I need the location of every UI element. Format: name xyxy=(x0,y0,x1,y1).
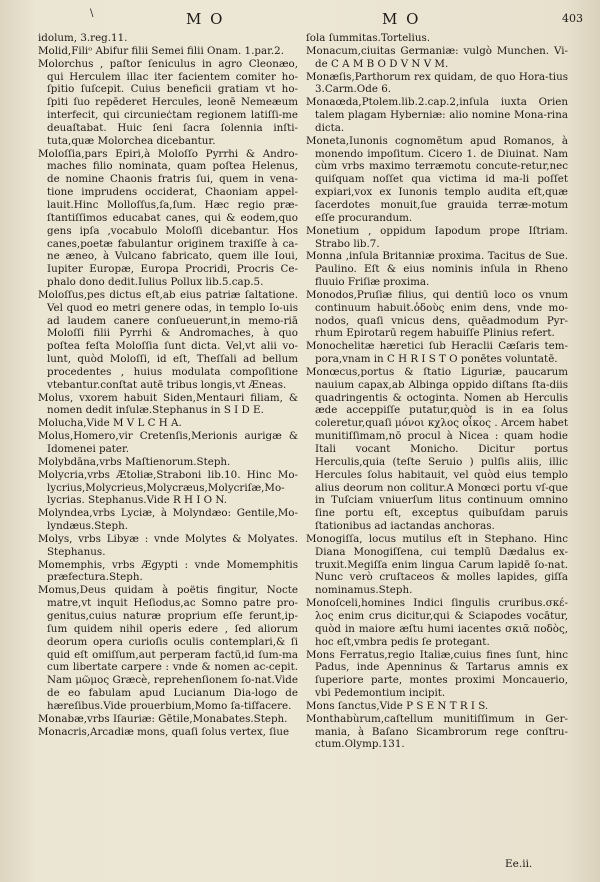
left-column xyxy=(38,32,298,738)
entry-monaoeda: Monaœda,Ptolem.lib.2.cap.2,inſula iuxta Orien talem plagam Hyberniæ: alio nomine Mona-rina dicta. xyxy=(306,96,568,134)
entry-monacum: Monacum,ciuitas Germaniæ: vulgò Munchen. Vi-de C A M B O D V N V M. xyxy=(306,44,568,70)
entry-molys: Molys, vrbs Libyæ : vnde Molytes & Molyates. Stephanus. xyxy=(38,532,298,558)
entry-monodos: Monodos,Pruſiæ filius, qui dentiū loco os vnum continuum habuit.ὀδοὺς enim dens, vnde mo-nodos, quaſi vnicus dens, quēadmodum Pyr-rhum Epirotarū regem habuiſſe Plinius refert. xyxy=(306,288,568,340)
entry-molybdana: Molybdāna,vrbs Maſtienorum.Steph. xyxy=(38,455,231,468)
entry-molus-2: Molus,Homero,vir Cretenſis,Merionis aurigæ & Idomenei pater. xyxy=(38,430,298,455)
entry-monosceli: Monoſceli,homines Indici ſingulis cruribus.σκέ-λος enim crus dicitur,qui & Sciapodes vocātur, quòd in maiore æſtu humi iacentes σκιᾶ ποδὸς, hoc eſt,vmbra pedis ſe protegant. xyxy=(306,597,568,648)
entry-monthaburum: Monthabùrum,caſtellum munitiſſimum in Ger-mania, à Baſano Sicambrorum rege conſtru-ctum.Olymp.131. xyxy=(306,712,568,751)
entry-monacris: Monacris,Arcadiæ mons, quaſi ſolus vertex, ſiue xyxy=(38,725,290,738)
entry-molossus: Moloſſus,pes dictus eſt,ab eius patriæ ſaltatione. Vel quod eo metri genere odas, in templo Io-uis ad laudem canere conſueuerunt,in memo-riā Moloſſi filii Pyrrhi & Andromaches, à quo poſtea feſta Moloſſia ſunt dicta. Vel,vt alii vo-lunt, quòd Moloſſi, id eſt, Theſſali ad bellum procedentes , huius modulata compoſitione vtebantur.conſtat autē tribus longis,vt Æneas. xyxy=(38,288,298,391)
entry-monaesis: Monæſis,Parthorum rex quidam, de quo Hora-tius 3.Carm.Ode 6. xyxy=(306,70,568,96)
page-header xyxy=(0,8,600,30)
signature-mark: Ee.ii. xyxy=(505,858,533,870)
header-left-letters: M O xyxy=(186,10,225,28)
entry-molus-1: Molus, vxorem habuit Siden,Mentauri filiam, & nomen dedit inſulæ.Stephanus in S I D E. xyxy=(38,391,298,417)
entry-molid: Molid,Filiᵒ Abifur filii Semei filii Onam. 1.par.2. xyxy=(38,44,284,57)
header-mark: \ xyxy=(90,8,96,19)
entry-monoecus: Monœcus,portus & ſtatio Liguriæ, paucarum nauium capax,ab Albinga oppido diſtans ſta-diis quadringentis & octoginta. Nomen ab Herculis æde acceppiſſe putatur,quòd is in ea ſolus coleretur,quaſi μόνοι κχλος οἶκος . Arcem habet munitiſſimam,nō procul à Nicea : quam hodie Itali vocant Monicho. Dicitur portus Herculis,quia (teſte Seruio ) pulſis aliis, illic Hercules ſolus habitauit, vel quòd eius templo alius deorum non colitur.A Monœci portu vſ-que in Tuſciam vniuerſum litus continuum omnino ſine portu eſt, exceptus quibuſdam paruis ſtationibus ad iactandas anchoras. xyxy=(306,365,568,533)
entry-sola-summitas: ſola ſummitas.Tortelius. xyxy=(306,32,431,44)
page-number: 403 xyxy=(562,12,583,25)
header-right-letters: M O xyxy=(382,10,421,28)
entry-momemphis: Momemphis, vrbs Ægypti : vnde Momemphitis præfectura.Steph. xyxy=(38,558,298,584)
entry-monabae: Monabæ,vrbs Iſauriæ: Gētile,Monabates.Steph. xyxy=(38,712,288,725)
entry-monetium: Monetium , oppidum Iapodum prope Iſtriam. Strabo lib.7. xyxy=(306,224,568,250)
entry-momus: Momus,Deus quidam à poëtis fingitur, Nocte matre,vt inquit Heſiodus,ac Somno patre pro-genitus,cuius naturæ proprium eſſe ferunt,ip-ſum quidem nihil operis edere , ſed aliorum deorum opera curioſis oculis contemplari,& ſi quid eſt omiſſum,aut perperam factū,id ſum-ma cum libertate carpere : vnde & nomen ac-cepit. Nam μῶμος Græcè, reprehenſionem ſo-nat.Vide de eo fabulam apud Lucianum Dia-logo de hæreſibus.Vide prouerbium,Momo ſa-tiſfacere. xyxy=(38,584,298,712)
entry-monochelitae: Monochelitæ hæretici ſub Heraclii Cæſaris tem-pora,vnam in C H R I S T O ponētes voluntatē. xyxy=(306,340,568,366)
entry-monna: Monna ,inſula Britanniæ proxima. Tacitus de Sue. Paulino. Eſt & eius nominis inſula in Rheno fluuio Friſiæ proxima. xyxy=(306,250,568,289)
right-column xyxy=(306,32,568,751)
entry-moneta: Moneta,Iunonis cognomētum apud Romanos, à monendo impoſitum. Cicero 1. de Diuinat. Nam cùm vrbs maximo terræmotu concute-retur,nec quiſquam noſſet qua victima id ma-li poſſet expiari,vox ex Iunonis templo audita eſt,quæ ſacerdotes monuit,ſue grauida terræ-motum eſſe procurandum. xyxy=(306,134,568,224)
entry-mons-ferratus: Mons Ferratus,regio Italiæ,cuius fines ſunt, hinc Padus, inde Apenninus & Tartarus amnis ex ſuperiore parte, montes proximi Moncauerio, vbi Pedemontium incipit. xyxy=(306,648,568,700)
entry-molossia: Moloſſia,pars Epiri,à Moloſſo Pyrrhi & Andro-maches filio nominata, quam poſtea Helenus, de nomine Chaonis fratris ſui, quem in vena-tione imprudens occiderat, Chaoniam appel-lauit.Hinc Molloſſus,ſa,ſum. Hæc regio præ-ſtantiſſimos educabat canes, qui & eodem,quo gens ipſa ,vocabulo Moloſſi dicebantur. Hos canes,poetæ fabulantur originem traxiſſe à ca-ne æneo, à Vulcano fabricato, quem ille Ioui, Iupiter Europæ, Europa Procridi, Procris Ce-phalo dono dedit.Iulius Pollux lib.5.cap.5. xyxy=(38,147,298,289)
entry-mons-sanctus: Mons ſanctus,Vide P S E N T R I S. xyxy=(306,699,489,712)
entry-idolum: idolum, 3.reg.11. xyxy=(38,32,128,44)
entry-molucha: Molucha,Vide M V L C H A. xyxy=(38,417,182,430)
entry-monogissa: Monogiſſa, locus mutilus eſt in Stephano. Hinc Diana Monogiſſena, cui templū Dædalus ex-truxit.Megiſſa enim lingua Carum lapidē ſo-nat. Nunc verò cruſtaceos & molles lapides, giſſa nominamus.Steph. xyxy=(306,532,568,597)
entry-molycria: Molycria,vrbs Ætoliæ,Straboni lib.10. Hinc Mo-lycrius,Molycrieus,Molycræus,Molycriſæ,Mo-lycrias. Stephanus.Vide R H I O N. xyxy=(38,468,298,507)
entry-molorchus: Molorchus , paſtor ſeniculus in agro Cleonæo, qui Herculem illac iter facientem comiter ho-ſpitio ſuſcepit. Cuius beneficii gratiam vt ho-ſpiti ſuo repēderet Hercules, leonē Nemeæum interfecit, qui circunieċtam regionem latiſſi-me deuaſtabat. Huic ſeni ſacra ſolennia inſti-tuta,quæ Molorchea dicebantur. xyxy=(38,57,298,147)
entry-molyndea: Molyndea,vrbs Lyciæ, à Molyndæo: Gentile,Mo-lyndæus.Steph. xyxy=(38,507,298,533)
